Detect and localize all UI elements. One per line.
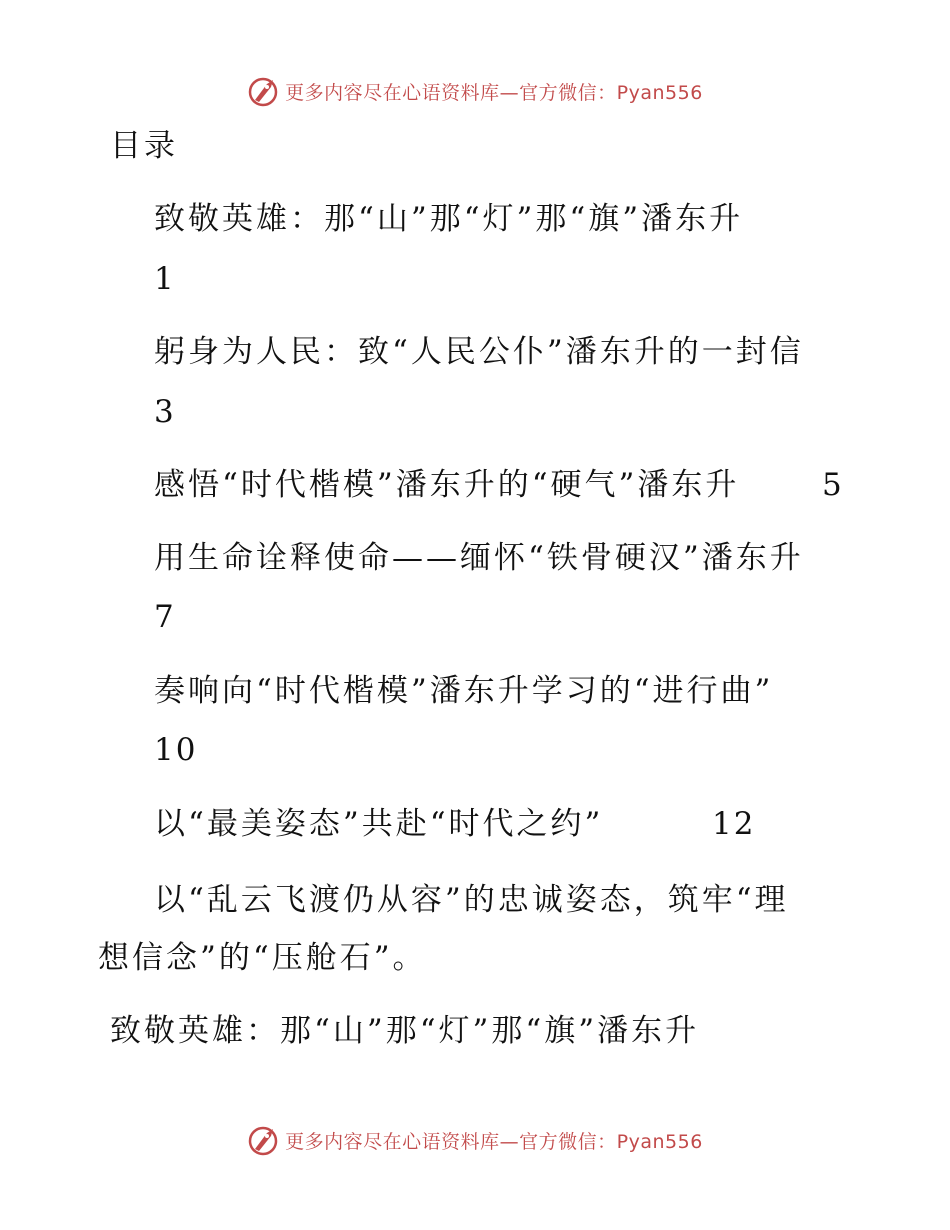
toc-entry-4-page: 7 <box>154 599 176 635</box>
toc-title: 目录 <box>110 128 178 164</box>
toc-entry-4-title[interactable]: 用生命诠释使命——缅怀“铁骨硬汉”潘东升 <box>154 540 804 576</box>
paragraph-line-1: 以“乱云飞渡仍从容”的忠诚姿态，筑牢“理 <box>154 882 789 918</box>
footer-banner <box>0 1120 950 1160</box>
toc-entry-1-title[interactable]: 致敬英雄：那“山”那“灯”那“旗”潘东升 <box>154 201 744 237</box>
toc-entry-2-title[interactable]: 躬身为人民：致“人民公仆”潘东升的一封信 <box>154 334 804 370</box>
toc-entry-3-title[interactable]: 感悟“时代楷模”潘东升的“硬气”潘东升 <box>154 467 740 503</box>
header-banner <box>0 71 950 111</box>
pen-nib-logo-icon <box>247 1123 281 1157</box>
toc-entry-6-title[interactable]: 以“最美姿态”共赴“时代之约” <box>154 806 604 842</box>
banner-text: 更多内容尽在心语资料库—官方微信：Pyan556 <box>285 81 703 104</box>
toc-entry-6-page: 12 <box>712 806 756 842</box>
toc-entry-5-page: 10 <box>154 732 198 768</box>
toc-entry-2-page: 3 <box>154 394 176 430</box>
toc-entry-3-page: 5 <box>822 467 844 503</box>
pen-nib-logo-icon <box>247 74 281 108</box>
toc-entry-5-title[interactable]: 奏响向“时代楷模”潘东升学习的“进行曲” <box>154 673 774 709</box>
section-heading: 致敬英雄：那“山”那“灯”那“旗”潘东升 <box>110 1013 700 1049</box>
paragraph-line-2: 想信念”的“压舱石”。 <box>98 940 427 976</box>
banner-text: 更多内容尽在心语资料库—官方微信：Pyan556 <box>285 1130 703 1153</box>
toc-entry-1-page: 1 <box>154 261 176 297</box>
